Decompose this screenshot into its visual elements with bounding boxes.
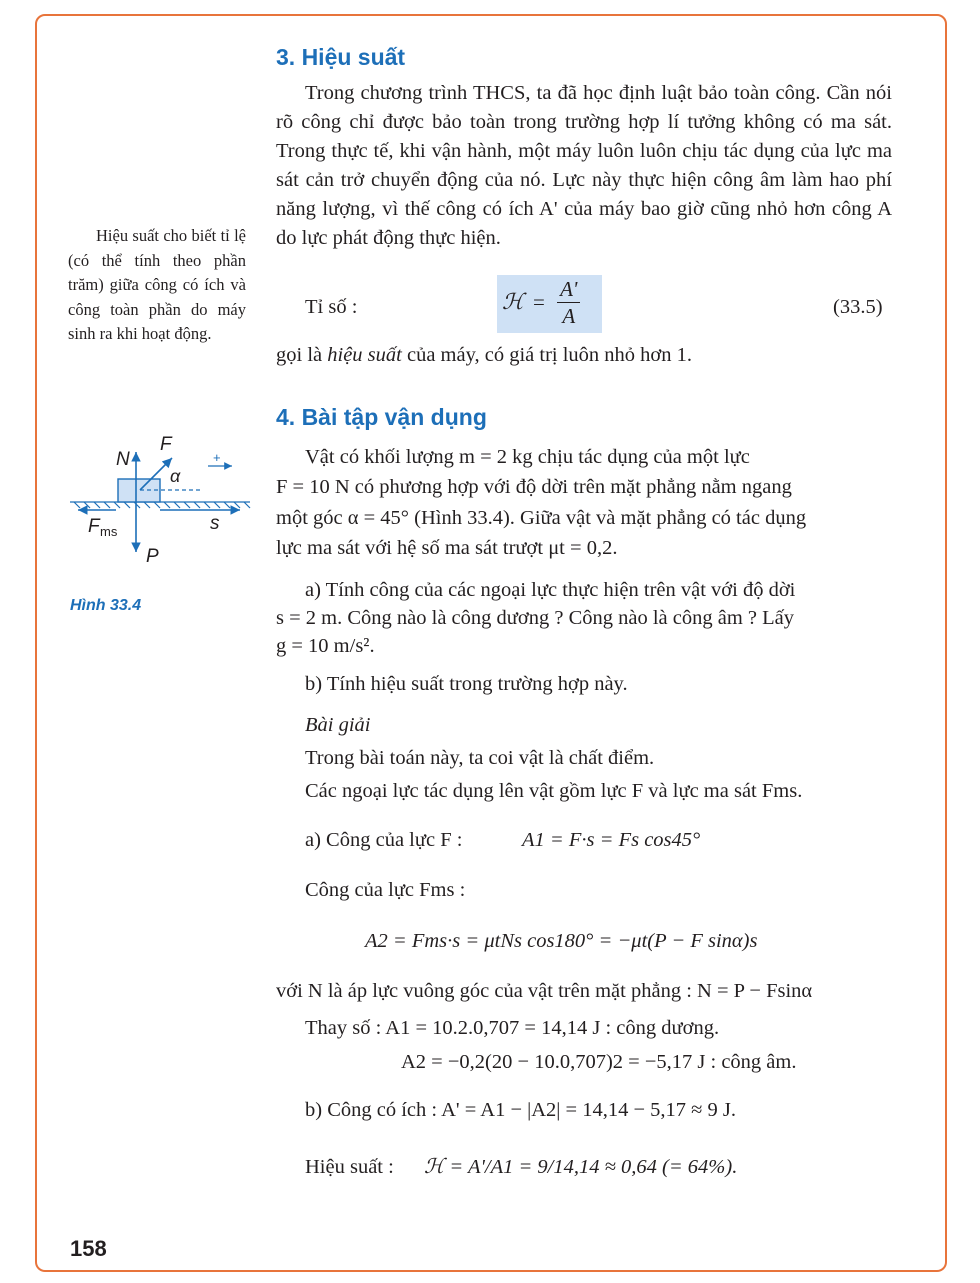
- ratio-label: Tỉ số :: [305, 296, 358, 318]
- figure-caption: Hình 33.4: [70, 597, 142, 614]
- problem-line-3: một góc α = 45° (Hình 33.4). Giữa vật và mặt phẳng có tác dụng: [276, 507, 807, 529]
- work-a-label: a) Công của lực F :: [305, 829, 463, 851]
- ground-hatching: [70, 502, 250, 508]
- work-a2-formula: A2 = Fms·s = μtNs cos180° = −μt(P − F sinα)s: [365, 930, 758, 952]
- formula-equals: =: [533, 290, 545, 314]
- label-Fms-sub: ms: [100, 524, 118, 539]
- formula-numerator: A': [557, 276, 580, 303]
- label-plus: +: [213, 450, 221, 465]
- substitution-line-1: Thay số : A1 = 10.2.0,707 = 14,14 J : công dương.: [305, 1017, 720, 1039]
- efficiency-label: Hiệu suất :: [305, 1156, 394, 1178]
- page-number: 158: [70, 1236, 107, 1261]
- section-3-heading: 3. Hiệu suất: [276, 44, 406, 70]
- part-a-line-1: a) Tính công của các ngoại lực thực hiện trên vật với độ dời: [305, 579, 796, 601]
- label-F: F: [160, 434, 172, 455]
- after-formula-before: gọi là: [276, 344, 328, 366]
- formula-efficiency-symbol: ℋ: [502, 290, 524, 315]
- formula-number: (33.5): [833, 296, 883, 318]
- formula-fraction: [557, 276, 580, 329]
- efficiency-term: hiệu suất: [327, 344, 402, 366]
- part-a-line-3: g = 10 m/s².: [276, 635, 375, 657]
- solution-line-1: Trong bài toán này, ta coi vật là chất điểm.: [305, 747, 655, 769]
- problem-line-1: Vật có khối lượng m = 2 kg chịu tác dụng của một lực: [305, 446, 750, 468]
- part-a-line-2: s = 2 m. Công nào là công dương ? Công nào là công âm ? Lấy: [276, 607, 795, 629]
- sidebar-note-text: Hiệu suất cho biết tỉ lệ (có thể tính theo phần trăm) giữa công có ích và công toàn phần do máy sinh ra khi hoạt động.: [68, 226, 246, 343]
- label-N: N: [116, 449, 130, 470]
- work-a-formula: A1 = F·s = Fs cos45°: [522, 829, 701, 851]
- efficiency-formula: [502, 276, 583, 329]
- label-s: s: [210, 513, 220, 534]
- part-b: b) Tính hiệu suất trong trường hợp này.: [305, 673, 628, 695]
- sidebar-note: [68, 224, 246, 347]
- label-Fms: F: [88, 516, 100, 537]
- problem-line-4: lực ma sát với hệ số ma sát trượt μt = 0,2.: [276, 537, 618, 559]
- normal-force-line: với N là áp lực vuông góc của vật trên mặt phẳng : N = P − Fsinα: [276, 980, 813, 1002]
- after-formula-after: của máy, có giá trị luôn nhỏ hơn 1.: [401, 344, 693, 366]
- useful-work-line: b) Công có ích : A' = A1 − |A2| = 14,14 − 5,17 ≈ 9 J.: [305, 1099, 736, 1121]
- after-formula-text: [276, 341, 692, 370]
- figure-33-4: [60, 420, 260, 580]
- substitution-line-2: A2 = −0,2(20 − 10.0,707)2 = −5,17 J : công âm.: [401, 1051, 797, 1073]
- label-P: P: [146, 546, 159, 567]
- solution-title: Bài giải: [305, 714, 371, 736]
- efficiency-result-formula: ℋ = A'/A1 = 9/14,14 ≈ 0,64 (= 64%).: [424, 1156, 738, 1178]
- section-3-paragraph: Trong chương trình THCS, ta đã học định luật bảo toàn công. Cần nói rõ công chỉ được bảo toàn trong trường hợp lí tưởng không có ma sát. Trong thực tế, khi vận hành, một máy luôn luôn chịu tác dụng của lực ma sát cản trở chuyển động của nó. Lực này thực hiện công âm làm hao phí năng lượng, vì thế công có ích A' của máy bao giờ cũng nhỏ hơn công A do lực phát động thực hiện.: [276, 82, 892, 249]
- problem-line-2: F = 10 N có phương hợp với độ dời trên mặt phẳng nằm ngang: [276, 476, 792, 498]
- work-fms-label: Công của lực Fms :: [305, 879, 466, 901]
- solution-line-2: Các ngoại lực tác dụng lên vật gồm lực F và lực ma sát Fms.: [305, 780, 803, 802]
- label-alpha: α: [170, 466, 181, 486]
- block: [118, 479, 160, 502]
- section-4-heading: 4. Bài tập vận dụng: [276, 404, 487, 430]
- formula-denominator: A: [562, 304, 576, 328]
